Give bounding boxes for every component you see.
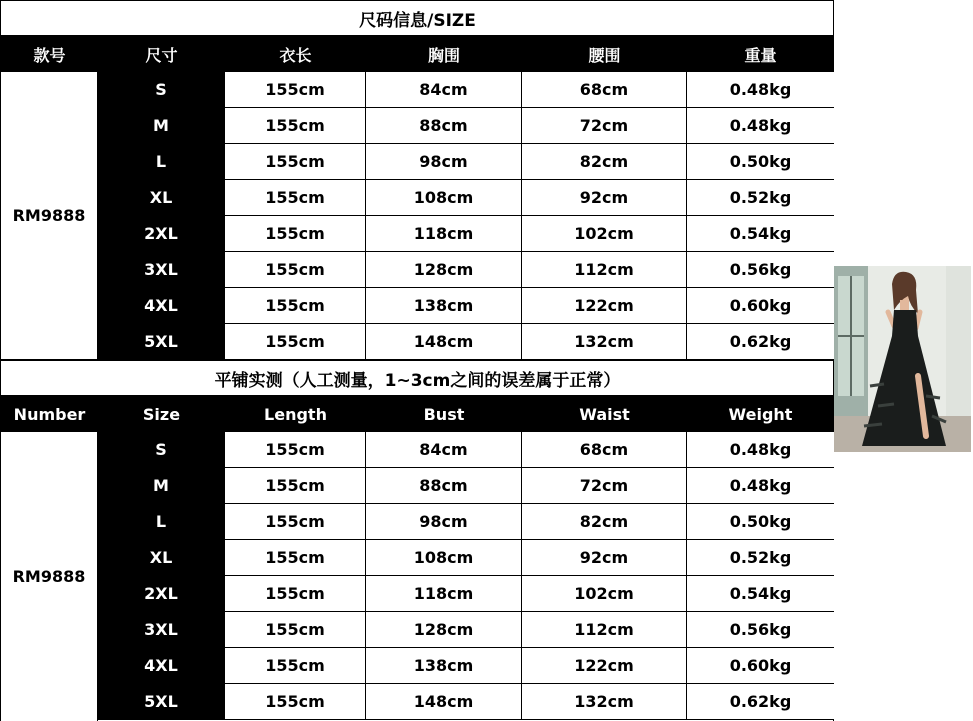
value-cell: 102cm: [522, 216, 687, 252]
value-cell: 108cm: [366, 180, 522, 216]
value-cell: 98cm: [366, 504, 522, 540]
value-cell: 118cm: [366, 216, 522, 252]
value-cell: 0.48kg: [687, 432, 834, 468]
table1-title: 尺码信息/SIZE: [1, 0, 834, 36]
value-cell: 84cm: [366, 432, 522, 468]
size-cell: 3XL: [98, 252, 225, 288]
table2-header-row: [1, 396, 834, 432]
value-cell: 0.56kg: [687, 612, 834, 648]
value-cell: 155cm: [225, 288, 366, 324]
value-cell: 155cm: [225, 648, 366, 684]
size-cell: 5XL: [98, 324, 225, 360]
table1-header: 尺寸: [145, 45, 178, 65]
value-cell: 72cm: [522, 108, 687, 144]
value-cell: 0.50kg: [687, 504, 834, 540]
value-cell: 155cm: [225, 468, 366, 504]
size-cell: 4XL: [98, 288, 225, 324]
value-cell: 138cm: [366, 288, 522, 324]
value-cell: 112cm: [522, 252, 687, 288]
value-cell: 155cm: [225, 216, 366, 252]
table1-header: 胸围: [427, 45, 460, 65]
value-cell: 148cm: [366, 324, 522, 360]
value-cell: 92cm: [522, 540, 687, 576]
value-cell: 0.52kg: [687, 180, 834, 216]
value-cell: 155cm: [225, 684, 366, 720]
value-cell: 88cm: [366, 468, 522, 504]
value-cell: 72cm: [522, 468, 687, 504]
size-cell: XL: [98, 540, 225, 576]
value-cell: 112cm: [522, 612, 687, 648]
table2-row: [1, 648, 834, 684]
model-dress-photo-icon: [834, 266, 971, 452]
size-cell: 2XL: [98, 216, 225, 252]
value-cell: 0.60kg: [687, 288, 834, 324]
value-cell: 0.52kg: [687, 540, 834, 576]
table1-header: 款号: [33, 45, 66, 65]
value-cell: 0.62kg: [687, 324, 834, 360]
size-cell: XL: [98, 180, 225, 216]
size-cell: 4XL: [98, 648, 225, 684]
table2-row: [1, 468, 834, 504]
value-cell: 108cm: [366, 540, 522, 576]
table1-header: 衣长: [279, 45, 312, 65]
value-cell: 118cm: [366, 576, 522, 612]
table2-row: [1, 540, 834, 576]
value-cell: 155cm: [225, 108, 366, 144]
table1-row: [1, 108, 834, 144]
value-cell: 155cm: [225, 180, 366, 216]
value-cell: 155cm: [225, 252, 366, 288]
size-cell: 3XL: [98, 612, 225, 648]
value-cell: 0.48kg: [687, 108, 834, 144]
table1-header: 重量: [744, 45, 777, 65]
table1-header-row: [1, 36, 834, 72]
value-cell: 148cm: [366, 684, 522, 720]
value-cell: 155cm: [225, 576, 366, 612]
table2-title: 平铺实测（人工测量，1~3cm之间的误差属于正常）: [1, 360, 834, 396]
value-cell: 155cm: [225, 612, 366, 648]
table1-row: [1, 216, 834, 252]
table1-header: 腰围: [588, 45, 621, 65]
value-cell: 0.48kg: [687, 468, 834, 504]
value-cell: 102cm: [522, 576, 687, 612]
value-cell: 122cm: [522, 288, 687, 324]
table1-row: [1, 72, 834, 108]
value-cell: 132cm: [522, 684, 687, 720]
table2-row: [1, 576, 834, 612]
table1-row: [1, 288, 834, 324]
size-cell: L: [98, 144, 225, 180]
table2-row: [1, 504, 834, 540]
table1-row: [1, 180, 834, 216]
value-cell: 0.56kg: [687, 252, 834, 288]
size-cell: M: [98, 468, 225, 504]
size-cell: 5XL: [98, 684, 225, 720]
value-cell: 0.60kg: [687, 648, 834, 684]
size-cell: 2XL: [98, 576, 225, 612]
value-cell: 0.48kg: [687, 72, 834, 108]
value-cell: 0.50kg: [687, 144, 834, 180]
table2-header: Size: [142, 404, 181, 424]
table1-row: [1, 144, 834, 180]
value-cell: 92cm: [522, 180, 687, 216]
table1-model-number: RM9888: [1, 72, 98, 360]
table2-header: Bust: [423, 404, 465, 424]
table2-header: Waist: [579, 404, 630, 424]
table2-model-number: RM9888: [1, 432, 98, 721]
table2-row: [1, 432, 834, 468]
value-cell: 155cm: [225, 324, 366, 360]
size-cell: L: [98, 504, 225, 540]
value-cell: 0.54kg: [687, 216, 834, 252]
size-cell: M: [98, 108, 225, 144]
size-cell: S: [98, 432, 225, 468]
value-cell: 155cm: [225, 144, 366, 180]
value-cell: 68cm: [522, 432, 687, 468]
value-cell: 88cm: [366, 108, 522, 144]
size-cell: S: [98, 72, 225, 108]
value-cell: 82cm: [522, 144, 687, 180]
value-cell: 0.62kg: [687, 684, 834, 720]
value-cell: 132cm: [522, 324, 687, 360]
value-cell: 98cm: [366, 144, 522, 180]
value-cell: 138cm: [366, 648, 522, 684]
value-cell: 155cm: [225, 504, 366, 540]
model-dress-photo: [834, 266, 971, 452]
value-cell: 128cm: [366, 252, 522, 288]
value-cell: 122cm: [522, 648, 687, 684]
table2-header: Weight: [728, 404, 793, 424]
value-cell: 0.54kg: [687, 576, 834, 612]
value-cell: 155cm: [225, 432, 366, 468]
value-cell: 155cm: [225, 72, 366, 108]
value-cell: 128cm: [366, 612, 522, 648]
value-cell: 68cm: [522, 72, 687, 108]
table1-row: [1, 324, 834, 360]
value-cell: 82cm: [522, 504, 687, 540]
table2-row: [1, 684, 834, 720]
value-cell: 155cm: [225, 540, 366, 576]
table1-row: [1, 252, 834, 288]
table2-header: Length: [264, 404, 327, 424]
value-cell: 84cm: [366, 72, 522, 108]
table2-header: Number: [13, 404, 86, 424]
table2-row: [1, 612, 834, 648]
